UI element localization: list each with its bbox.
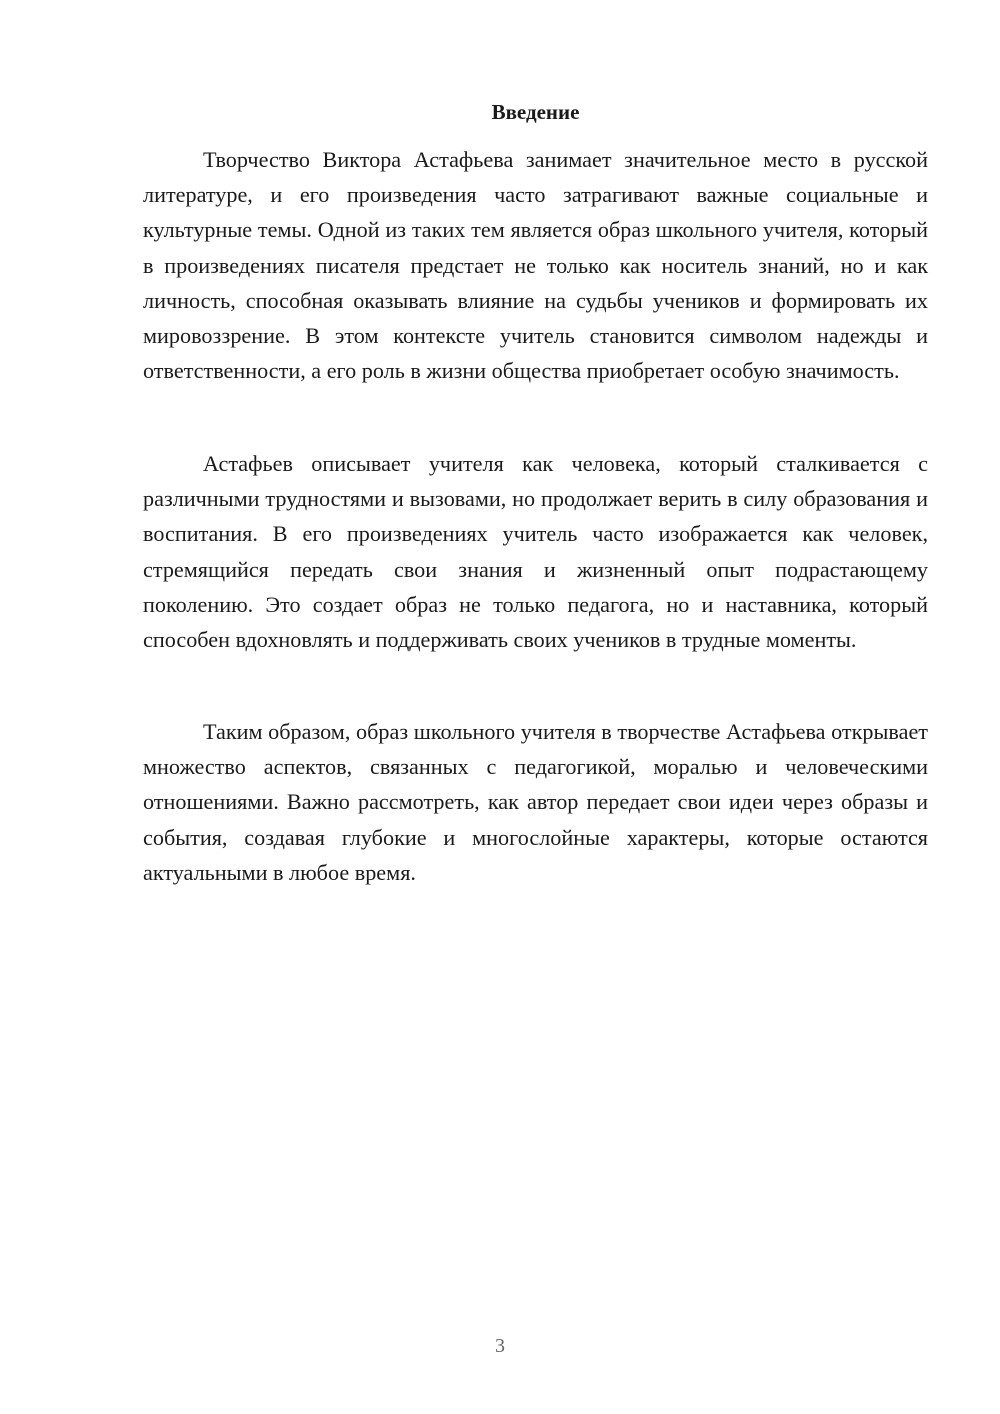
section-heading: Введение	[491, 100, 580, 124]
paragraph-1: Творчество Виктора Астафьева занимает значительное место в русской литературе, и его произведения часто затрагивают важные социальные и культурные темы. Одной из таких тем является образ школьного учителя, который в произведениях писателя предстает не только как носитель знаний, но и как личность, способная оказывать влияние на судьбы учеников и формировать их мировоззрение. В этом контексте учитель становится символом надежды и ответственности, а его роль в жизни общества приобретает особую значимость.	[143, 147, 928, 384]
paragraph-3: Таким образом, образ школьного учителя в творчестве Астафьева открывает множество аспектов, связанных с педагогикой, моралью и человеческими отношениями. Важно рассмотреть, как автор передает свои идеи через образы и события, создавая глубокие и многослойные характеры, которые остаются актуальными в любое время.	[143, 719, 928, 885]
paragraph-2: Астафьев описывает учителя как человека, который сталкивается с различными трудностями и вызовами, но продолжает верить в силу образования и воспитания. В его произведениях учитель часто изображается как человек, стремящийся передать свои знания и жизненный опыт подрастающему поколению. Это создает образ не только педагога, но и наставника, который способен вдохновлять и поддерживать своих учеников в трудные моменты.	[143, 451, 928, 653]
page-number: 3	[495, 1335, 505, 1357]
